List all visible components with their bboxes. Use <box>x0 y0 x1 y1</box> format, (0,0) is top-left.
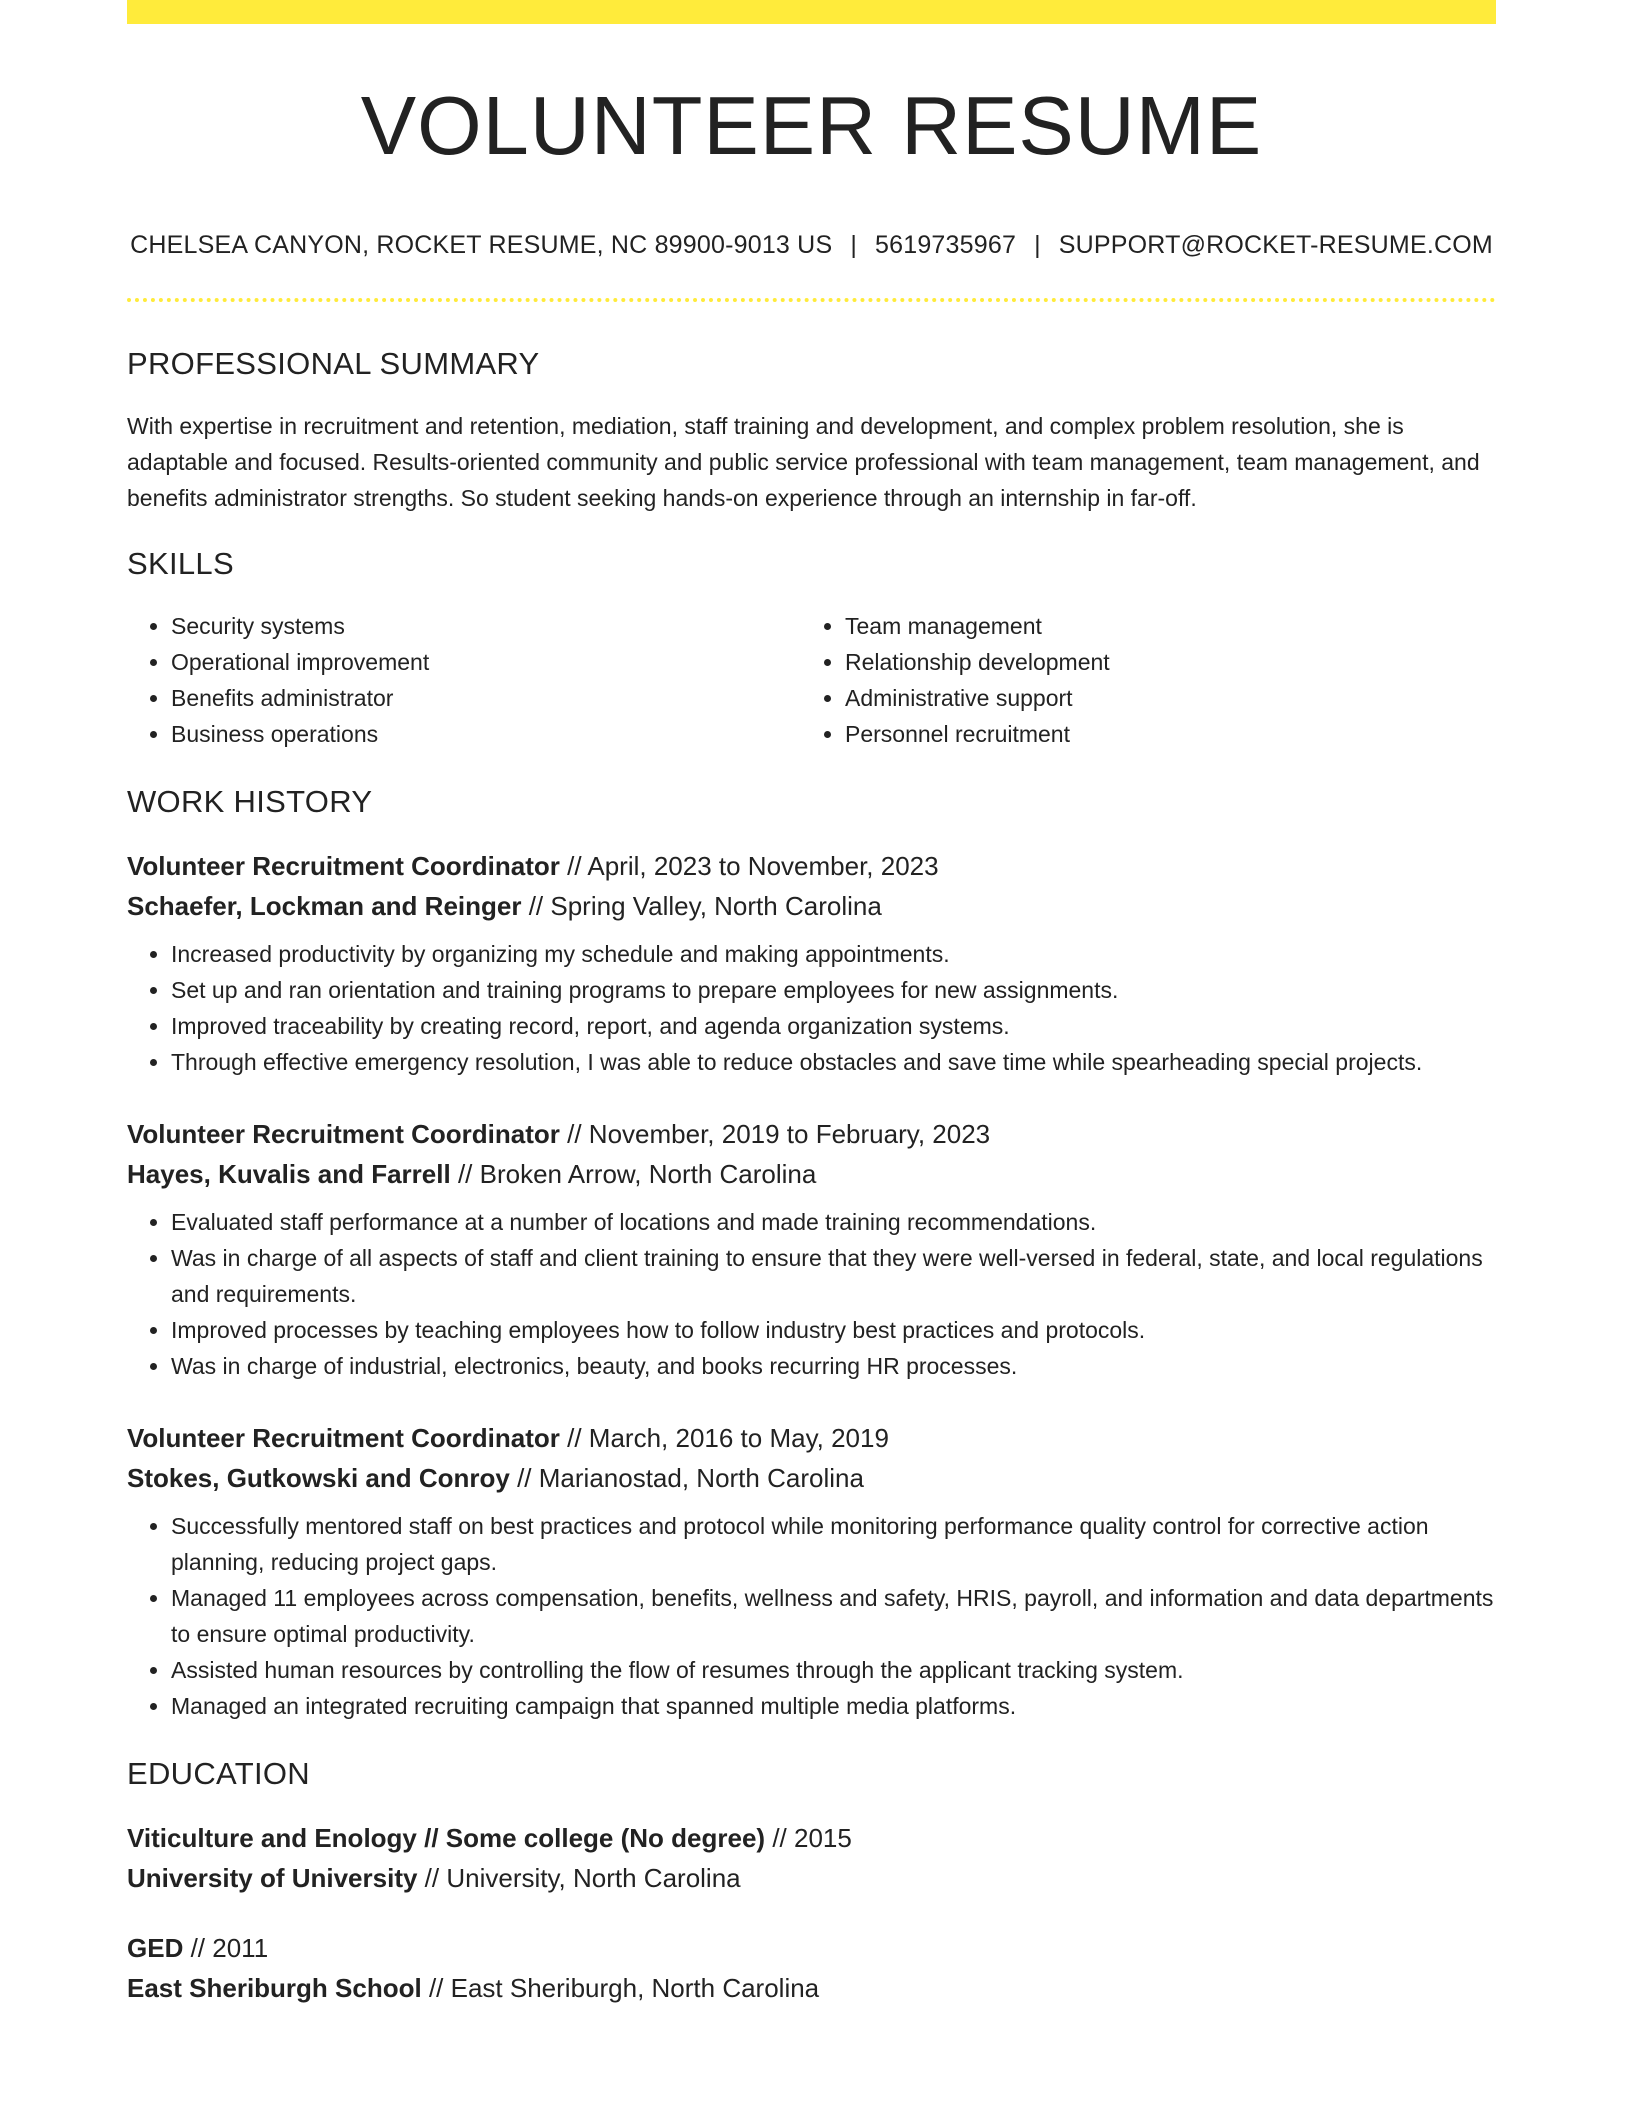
skill-item: • Security systems <box>171 608 801 644</box>
accent-top-bar <box>127 0 1496 24</box>
job-role: Volunteer Recruitment Coordinator <box>127 1423 560 1453</box>
job-bullet: • Was in charge of industrial, electronics, beauty, and books recurring HR processes. <box>171 1348 1496 1384</box>
education-year: 2011 <box>212 1933 269 1963</box>
job-dates: November, 2019 to February, 2023 <box>588 1119 991 1149</box>
work-history-heading: WORK HISTORY <box>127 784 373 819</box>
job-company: Schaefer, Lockman and Reinger <box>127 891 522 921</box>
contact-email: SUPPORT@ROCKET-RESUME.COM <box>1058 231 1493 259</box>
skill-item: • Personnel recruitment <box>845 716 1475 752</box>
field-separator: // <box>509 1463 539 1493</box>
education-location: University, North Carolina <box>446 1863 741 1893</box>
job-location: Marianostad, North Carolina <box>538 1463 864 1493</box>
job-role: Volunteer Recruitment Coordinator <box>127 1119 560 1149</box>
contact-phone: 5619735967 <box>875 231 1017 259</box>
education-school-line <box>127 1968 1496 2008</box>
contact-separator: | <box>1034 231 1041 259</box>
job-entry <box>127 1418 1496 1724</box>
education-degree: GED <box>127 1933 184 1963</box>
education-school-line <box>127 1858 1496 1898</box>
job-bullet: • Through effective emergency resolution, I was able to reduce obstacles and save time while spearheading special projects. <box>171 1044 1496 1080</box>
job-bullet: • Improved traceability by creating record, report, and agenda organization systems. <box>171 1008 1496 1044</box>
skills-list <box>127 608 1496 752</box>
job-bullet: • Set up and ran orientation and training programs to prepare employees for new assignments. <box>171 972 1496 1008</box>
skill-item: • Business operations <box>171 716 801 752</box>
job-company-line <box>127 1458 1496 1498</box>
job-company-line <box>127 1154 1496 1194</box>
education-location: East Sheriburgh, North Carolina <box>450 1973 820 2003</box>
contact-address: CHELSEA CANYON, ROCKET RESUME, NC 89900-9013 US <box>130 231 833 259</box>
skills-column-left <box>127 608 801 752</box>
skill-item: • Team management <box>845 608 1475 644</box>
job-bullets <box>127 1508 1496 1724</box>
job-company: Stokes, Gutkowski and Conroy <box>127 1463 510 1493</box>
skills-column-right <box>801 608 1475 752</box>
education-degree-line <box>127 1818 1496 1858</box>
field-separator: // <box>559 1119 589 1149</box>
skills-heading: SKILLS <box>127 546 234 581</box>
contact-line <box>127 231 1496 260</box>
education-school: University of University <box>127 1863 418 1893</box>
resume-page <box>127 0 1496 2008</box>
field-separator: // <box>521 891 551 921</box>
field-separator: // <box>559 1423 589 1453</box>
job-bullet: • Managed an integrated recruiting campaign that spanned multiple media platforms. <box>171 1688 1496 1724</box>
education-degree: Viticulture and Enology // Some college (No degree) <box>127 1823 766 1853</box>
field-separator: // <box>183 1933 213 1963</box>
job-bullet: • Evaluated staff performance at a number of locations and made training recommendations. <box>171 1204 1496 1240</box>
job-title-line <box>127 1114 1496 1154</box>
summary-text: With expertise in recruitment and retention, mediation, staff training and development, and complex problem resolution, she is adaptable and focused. Results-oriented community and public service professional with team management, team management, and benefits administrator strengths. So student seeking hands-on experience through an internship in far-off. <box>127 413 1480 511</box>
field-separator: // <box>765 1823 794 1853</box>
education-year: 2015 <box>794 1823 852 1853</box>
field-separator: // <box>559 851 588 881</box>
education-degree-line <box>127 1928 1496 1968</box>
job-dates: April, 2023 to November, 2023 <box>587 851 939 881</box>
resume-title: VOLUNTEER RESUME <box>360 79 1263 172</box>
job-entry <box>127 846 1496 1080</box>
dotted-divider <box>127 298 1496 302</box>
job-bullet: • Managed 11 employees across compensation, benefits, wellness and safety, HRIS, payroll, and information and data departments to ensure optimal productivity. <box>171 1580 1496 1652</box>
job-title-line <box>127 1418 1496 1458</box>
education-entry <box>127 1818 1496 1898</box>
job-bullet: • Increased productivity by organizing my schedule and making appointments. <box>171 936 1496 972</box>
job-company-line <box>127 886 1496 926</box>
job-entry <box>127 1114 1496 1384</box>
job-bullet: • Was in charge of all aspects of staff and client training to ensure that they were well-versed in federal, state, and local regulations and requirements. <box>171 1240 1496 1312</box>
job-bullet: • Successfully mentored staff on best practices and protocol while monitoring performance quality control for corrective action planning, reducing project gaps. <box>171 1508 1496 1580</box>
education-school: East Sheriburgh School <box>127 1973 422 2003</box>
skill-item: • Operational improvement <box>171 644 801 680</box>
contact-separator: | <box>850 231 858 259</box>
job-dates: March, 2016 to May, 2019 <box>588 1423 889 1453</box>
job-location: Spring Valley, North Carolina <box>550 891 882 921</box>
education-heading: EDUCATION <box>127 1756 310 1791</box>
skill-item: • Administrative support <box>845 680 1475 716</box>
summary-heading: PROFESSIONAL SUMMARY <box>127 346 540 381</box>
job-bullets <box>127 1204 1496 1384</box>
education-entry <box>127 1928 1496 2008</box>
job-bullet: • Improved processes by teaching employees how to follow industry best practices and protocols. <box>171 1312 1496 1348</box>
skill-item: • Benefits administrator <box>171 680 801 716</box>
field-separator: // <box>421 1973 451 2003</box>
job-bullets <box>127 936 1496 1080</box>
field-separator: // <box>450 1159 480 1189</box>
job-bullet: • Assisted human resources by controlling the flow of resumes through the applicant tracking system. <box>171 1652 1496 1688</box>
job-role: Volunteer Recruitment Coordinator <box>127 851 560 881</box>
job-title-line <box>127 846 1496 886</box>
job-location: Broken Arrow, North Carolina <box>479 1159 817 1189</box>
skill-item: • Relationship development <box>845 644 1475 680</box>
field-separator: // <box>417 1863 447 1893</box>
job-company: Hayes, Kuvalis and Farrell <box>127 1159 451 1189</box>
